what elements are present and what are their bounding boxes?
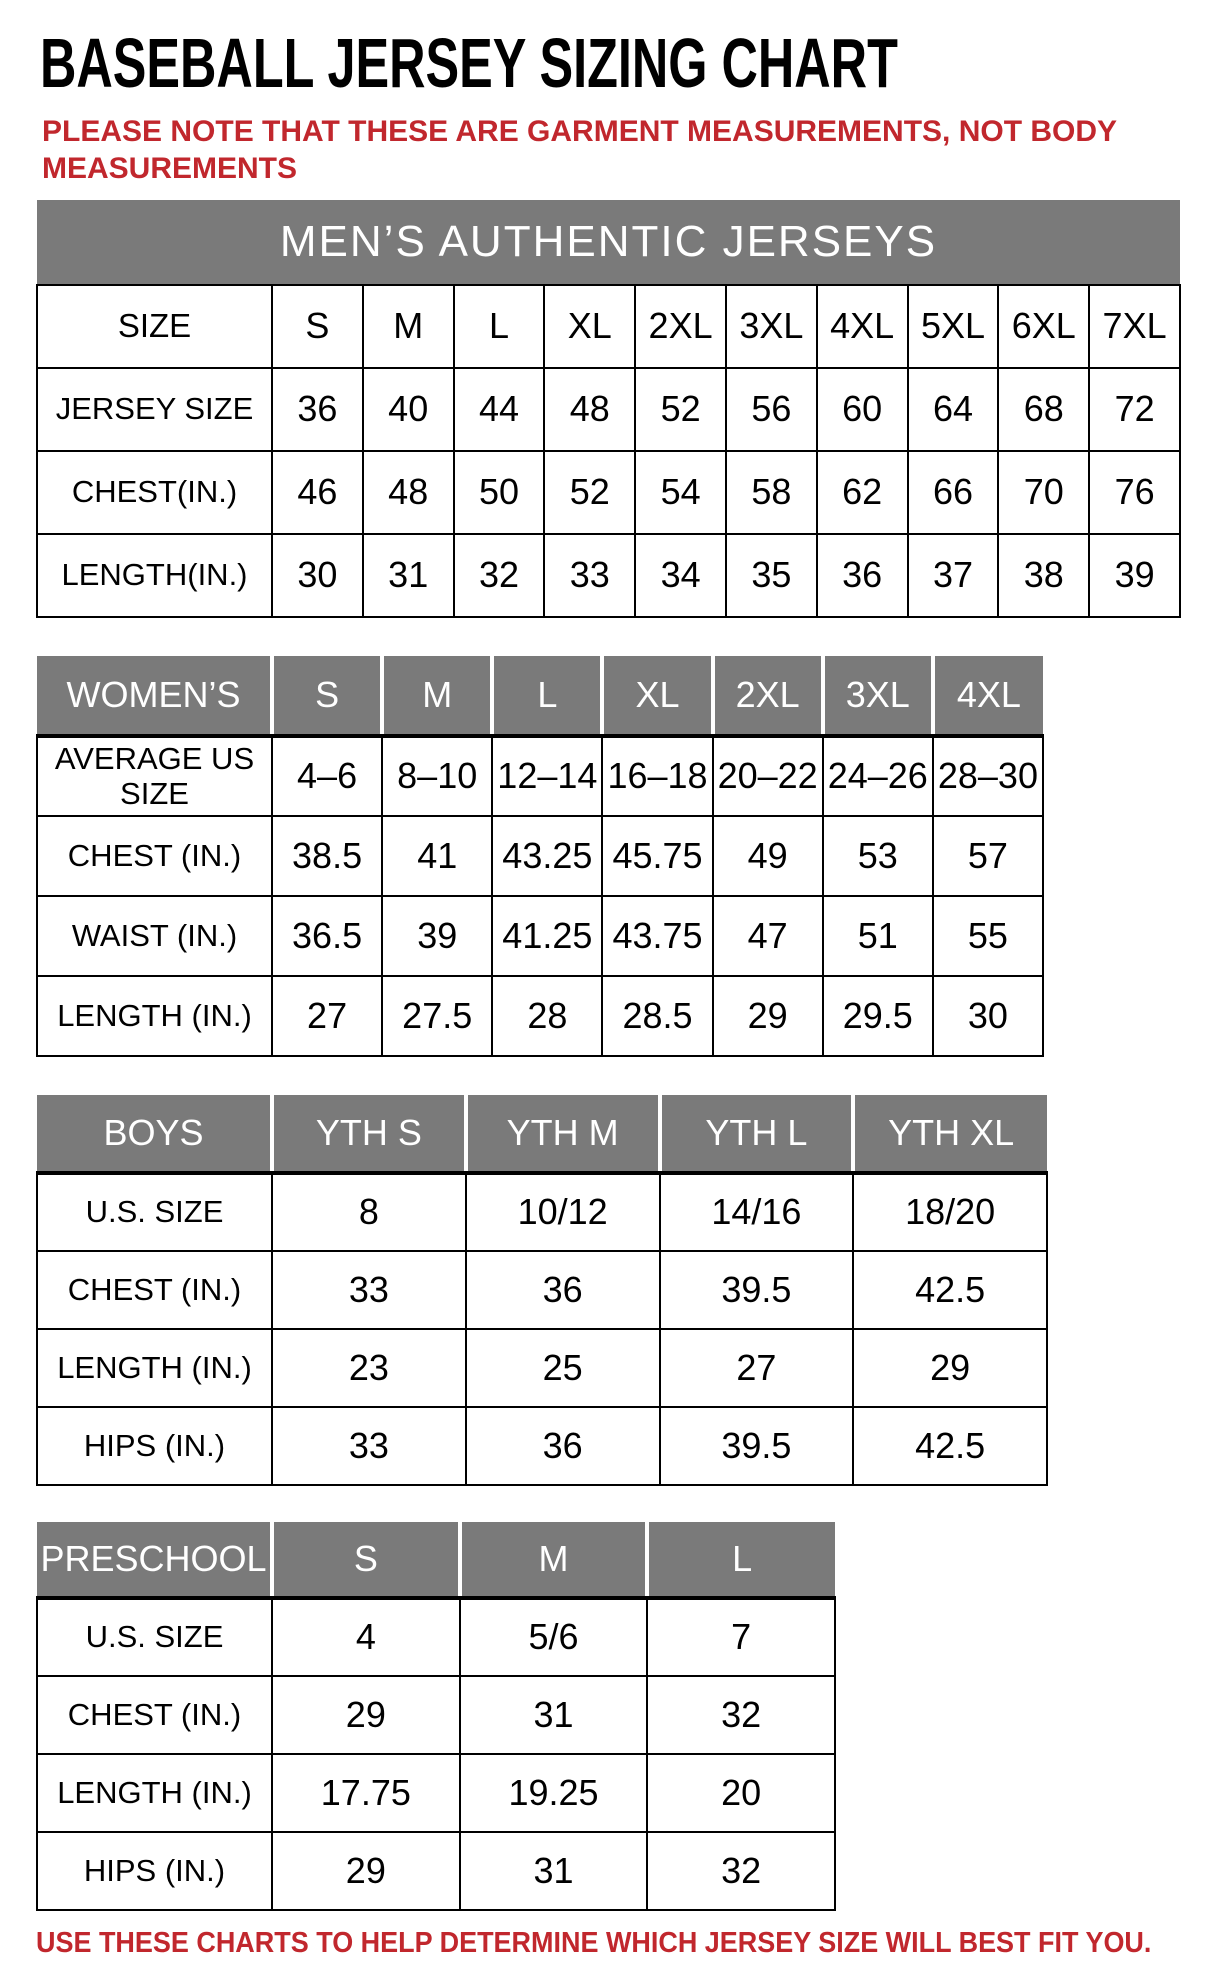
boys-size-value: 42.5	[853, 1251, 1047, 1329]
boys-size-value: 33	[272, 1407, 466, 1485]
boys-column-header: YTH L	[660, 1095, 854, 1173]
mens-size-value: 68	[998, 368, 1089, 451]
womens-size-value: 43.75	[602, 896, 712, 976]
mens-sizing-table	[36, 200, 1181, 618]
mens-corner-header: SIZE	[37, 285, 272, 368]
preschool-size-value: 17.75	[272, 1754, 460, 1832]
mens-size-value: 33	[544, 534, 635, 617]
preschool-row-label: HIPS (IN.)	[37, 1832, 272, 1910]
preschool-column-header: S	[272, 1522, 460, 1598]
boys-size-value: 39.5	[660, 1407, 854, 1485]
boys-row-label: U.S. SIZE	[37, 1173, 272, 1251]
mens-size-value: 32	[454, 534, 545, 617]
preschool-row-label: LENGTH (IN.)	[37, 1754, 272, 1832]
womens-size-value: 27	[272, 976, 382, 1056]
preschool-column-header: L	[647, 1522, 835, 1598]
mens-size-value: 66	[908, 451, 999, 534]
womens-row-label: AVERAGE US SIZE	[37, 736, 272, 816]
boys-size-value: 25	[466, 1329, 660, 1407]
preschool-sizing-table	[36, 1522, 836, 1911]
womens-size-value: 38.5	[272, 816, 382, 896]
womens-size-value: 16–18	[602, 736, 712, 816]
preschool-size-value: 4	[272, 1598, 460, 1676]
mens-size-value: 54	[635, 451, 726, 534]
womens-size-value: 28.5	[602, 976, 712, 1056]
boys-column-header: YTH XL	[853, 1095, 1047, 1173]
mens-column-header: 2XL	[635, 285, 726, 368]
boys-row-label: CHEST (IN.)	[37, 1251, 272, 1329]
mens-size-value: 52	[635, 368, 726, 451]
boys-size-value: 27	[660, 1329, 854, 1407]
garment-note	[42, 114, 1220, 188]
mens-size-value: 48	[363, 451, 454, 534]
womens-size-value: 29	[713, 976, 823, 1056]
mens-column-header: XL	[544, 285, 635, 368]
mens-size-value: 52	[544, 451, 635, 534]
boys-size-value: 23	[272, 1329, 466, 1407]
womens-column-header: L	[492, 656, 602, 736]
womens-size-value: 51	[823, 896, 933, 976]
preschool-size-value: 29	[272, 1832, 460, 1910]
mens-size-value: 30	[272, 534, 363, 617]
womens-size-value: 41.25	[492, 896, 602, 976]
womens-size-value: 20–22	[713, 736, 823, 816]
womens-size-value: 27.5	[382, 976, 492, 1056]
preschool-size-value: 32	[647, 1832, 835, 1910]
womens-column-header: S	[272, 656, 382, 736]
mens-banner: MEN’S AUTHENTIC JERSEYS	[37, 200, 1180, 285]
preschool-size-value: 31	[460, 1676, 648, 1754]
mens-size-value: 37	[908, 534, 999, 617]
mens-size-value: 70	[998, 451, 1089, 534]
mens-size-value: 38	[998, 534, 1089, 617]
boys-row-label: LENGTH (IN.)	[37, 1329, 272, 1407]
preschool-size-value: 32	[647, 1676, 835, 1754]
boys-size-value: 10/12	[466, 1173, 660, 1251]
womens-size-value: 28	[492, 976, 602, 1056]
boys-column-header: YTH S	[272, 1095, 466, 1173]
mens-column-header: 7XL	[1089, 285, 1180, 368]
tables-container	[0, 200, 1220, 1911]
womens-size-value: 55	[933, 896, 1043, 976]
boys-size-value: 14/16	[660, 1173, 854, 1251]
boys-sizing-table	[36, 1095, 1048, 1486]
womens-column-header: XL	[602, 656, 712, 736]
garment-note-line2: MEASUREMENTS	[42, 151, 298, 185]
womens-row-label: WAIST (IN.)	[37, 896, 272, 976]
boys-size-value: 33	[272, 1251, 466, 1329]
mens-row-label: CHEST(IN.)	[37, 451, 272, 534]
mens-column-header: 6XL	[998, 285, 1089, 368]
mens-row-label: LENGTH(IN.)	[37, 534, 272, 617]
preschool-size-value: 29	[272, 1676, 460, 1754]
mens-column-header: 4XL	[817, 285, 908, 368]
mens-size-value: 31	[363, 534, 454, 617]
mens-size-value: 36	[817, 534, 908, 617]
mens-column-header: 5XL	[908, 285, 999, 368]
boys-corner-header: BOYS	[37, 1095, 272, 1173]
mens-size-value: 72	[1089, 368, 1180, 451]
mens-size-value: 48	[544, 368, 635, 451]
womens-size-value: 43.25	[492, 816, 602, 896]
mens-size-value: 62	[817, 451, 908, 534]
mens-size-value: 60	[817, 368, 908, 451]
womens-size-value: 36.5	[272, 896, 382, 976]
preschool-size-value: 20	[647, 1754, 835, 1832]
mens-size-value: 56	[726, 368, 817, 451]
mens-size-value: 44	[454, 368, 545, 451]
mens-size-value: 35	[726, 534, 817, 617]
mens-column-header: 3XL	[726, 285, 817, 368]
womens-column-header: M	[382, 656, 492, 736]
womens-size-value: 4–6	[272, 736, 382, 816]
womens-size-value: 49	[713, 816, 823, 896]
mens-size-value: 46	[272, 451, 363, 534]
womens-size-value: 41	[382, 816, 492, 896]
womens-row-label: LENGTH (IN.)	[37, 976, 272, 1056]
mens-size-value: 34	[635, 534, 726, 617]
womens-size-value: 28–30	[933, 736, 1043, 816]
boys-size-value: 39.5	[660, 1251, 854, 1329]
womens-size-value: 24–26	[823, 736, 933, 816]
womens-sizing-table	[36, 656, 1044, 1057]
preschool-corner-header: PRESCHOOL	[37, 1522, 272, 1598]
mens-column-header: S	[272, 285, 363, 368]
womens-size-value: 45.75	[602, 816, 712, 896]
boys-size-value: 29	[853, 1329, 1047, 1407]
preschool-size-value: 7	[647, 1598, 835, 1676]
womens-size-value: 57	[933, 816, 1043, 896]
preschool-size-value: 5/6	[460, 1598, 648, 1676]
boys-size-value: 36	[466, 1407, 660, 1485]
preschool-row-label: U.S. SIZE	[37, 1598, 272, 1676]
mens-column-header: M	[363, 285, 454, 368]
womens-corner-header: WOMEN’S	[37, 656, 272, 736]
boys-size-value: 36	[466, 1251, 660, 1329]
boys-row-label: HIPS (IN.)	[37, 1407, 272, 1485]
womens-row-label: CHEST (IN.)	[37, 816, 272, 896]
mens-size-value: 64	[908, 368, 999, 451]
womens-column-header: 4XL	[933, 656, 1043, 736]
preschool-row-label: CHEST (IN.)	[37, 1676, 272, 1754]
boys-size-value: 42.5	[853, 1407, 1047, 1485]
garment-note-line1: PLEASE NOTE THAT THESE ARE GARMENT MEASUREMENTS, NOT BODY	[42, 115, 1118, 148]
footer-note: USE THESE CHARTS TO HELP DETERMINE WHICH JERSEY SIZE WILL BEST FIT YOU.	[36, 1926, 1152, 1959]
mens-column-header: L	[454, 285, 545, 368]
mens-size-value: 50	[454, 451, 545, 534]
mens-size-value: 40	[363, 368, 454, 451]
womens-size-value: 8–10	[382, 736, 492, 816]
womens-size-value: 30	[933, 976, 1043, 1056]
preschool-size-value: 31	[460, 1832, 648, 1910]
mens-size-value: 39	[1089, 534, 1180, 617]
womens-size-value: 47	[713, 896, 823, 976]
womens-column-header: 2XL	[713, 656, 823, 736]
mens-size-value: 58	[726, 451, 817, 534]
preschool-column-header: M	[460, 1522, 648, 1598]
preschool-size-value: 19.25	[460, 1754, 648, 1832]
boys-size-value: 8	[272, 1173, 466, 1251]
womens-size-value: 29.5	[823, 976, 933, 1056]
womens-size-value: 12–14	[492, 736, 602, 816]
womens-size-value: 53	[823, 816, 933, 896]
boys-column-header: YTH M	[466, 1095, 660, 1173]
womens-size-value: 39	[382, 896, 492, 976]
boys-size-value: 18/20	[853, 1173, 1047, 1251]
page-title: BASEBALL JERSEY SIZING CHART	[40, 24, 898, 102]
mens-row-label: JERSEY SIZE	[37, 368, 272, 451]
womens-column-header: 3XL	[823, 656, 933, 736]
mens-size-value: 36	[272, 368, 363, 451]
mens-size-value: 76	[1089, 451, 1180, 534]
